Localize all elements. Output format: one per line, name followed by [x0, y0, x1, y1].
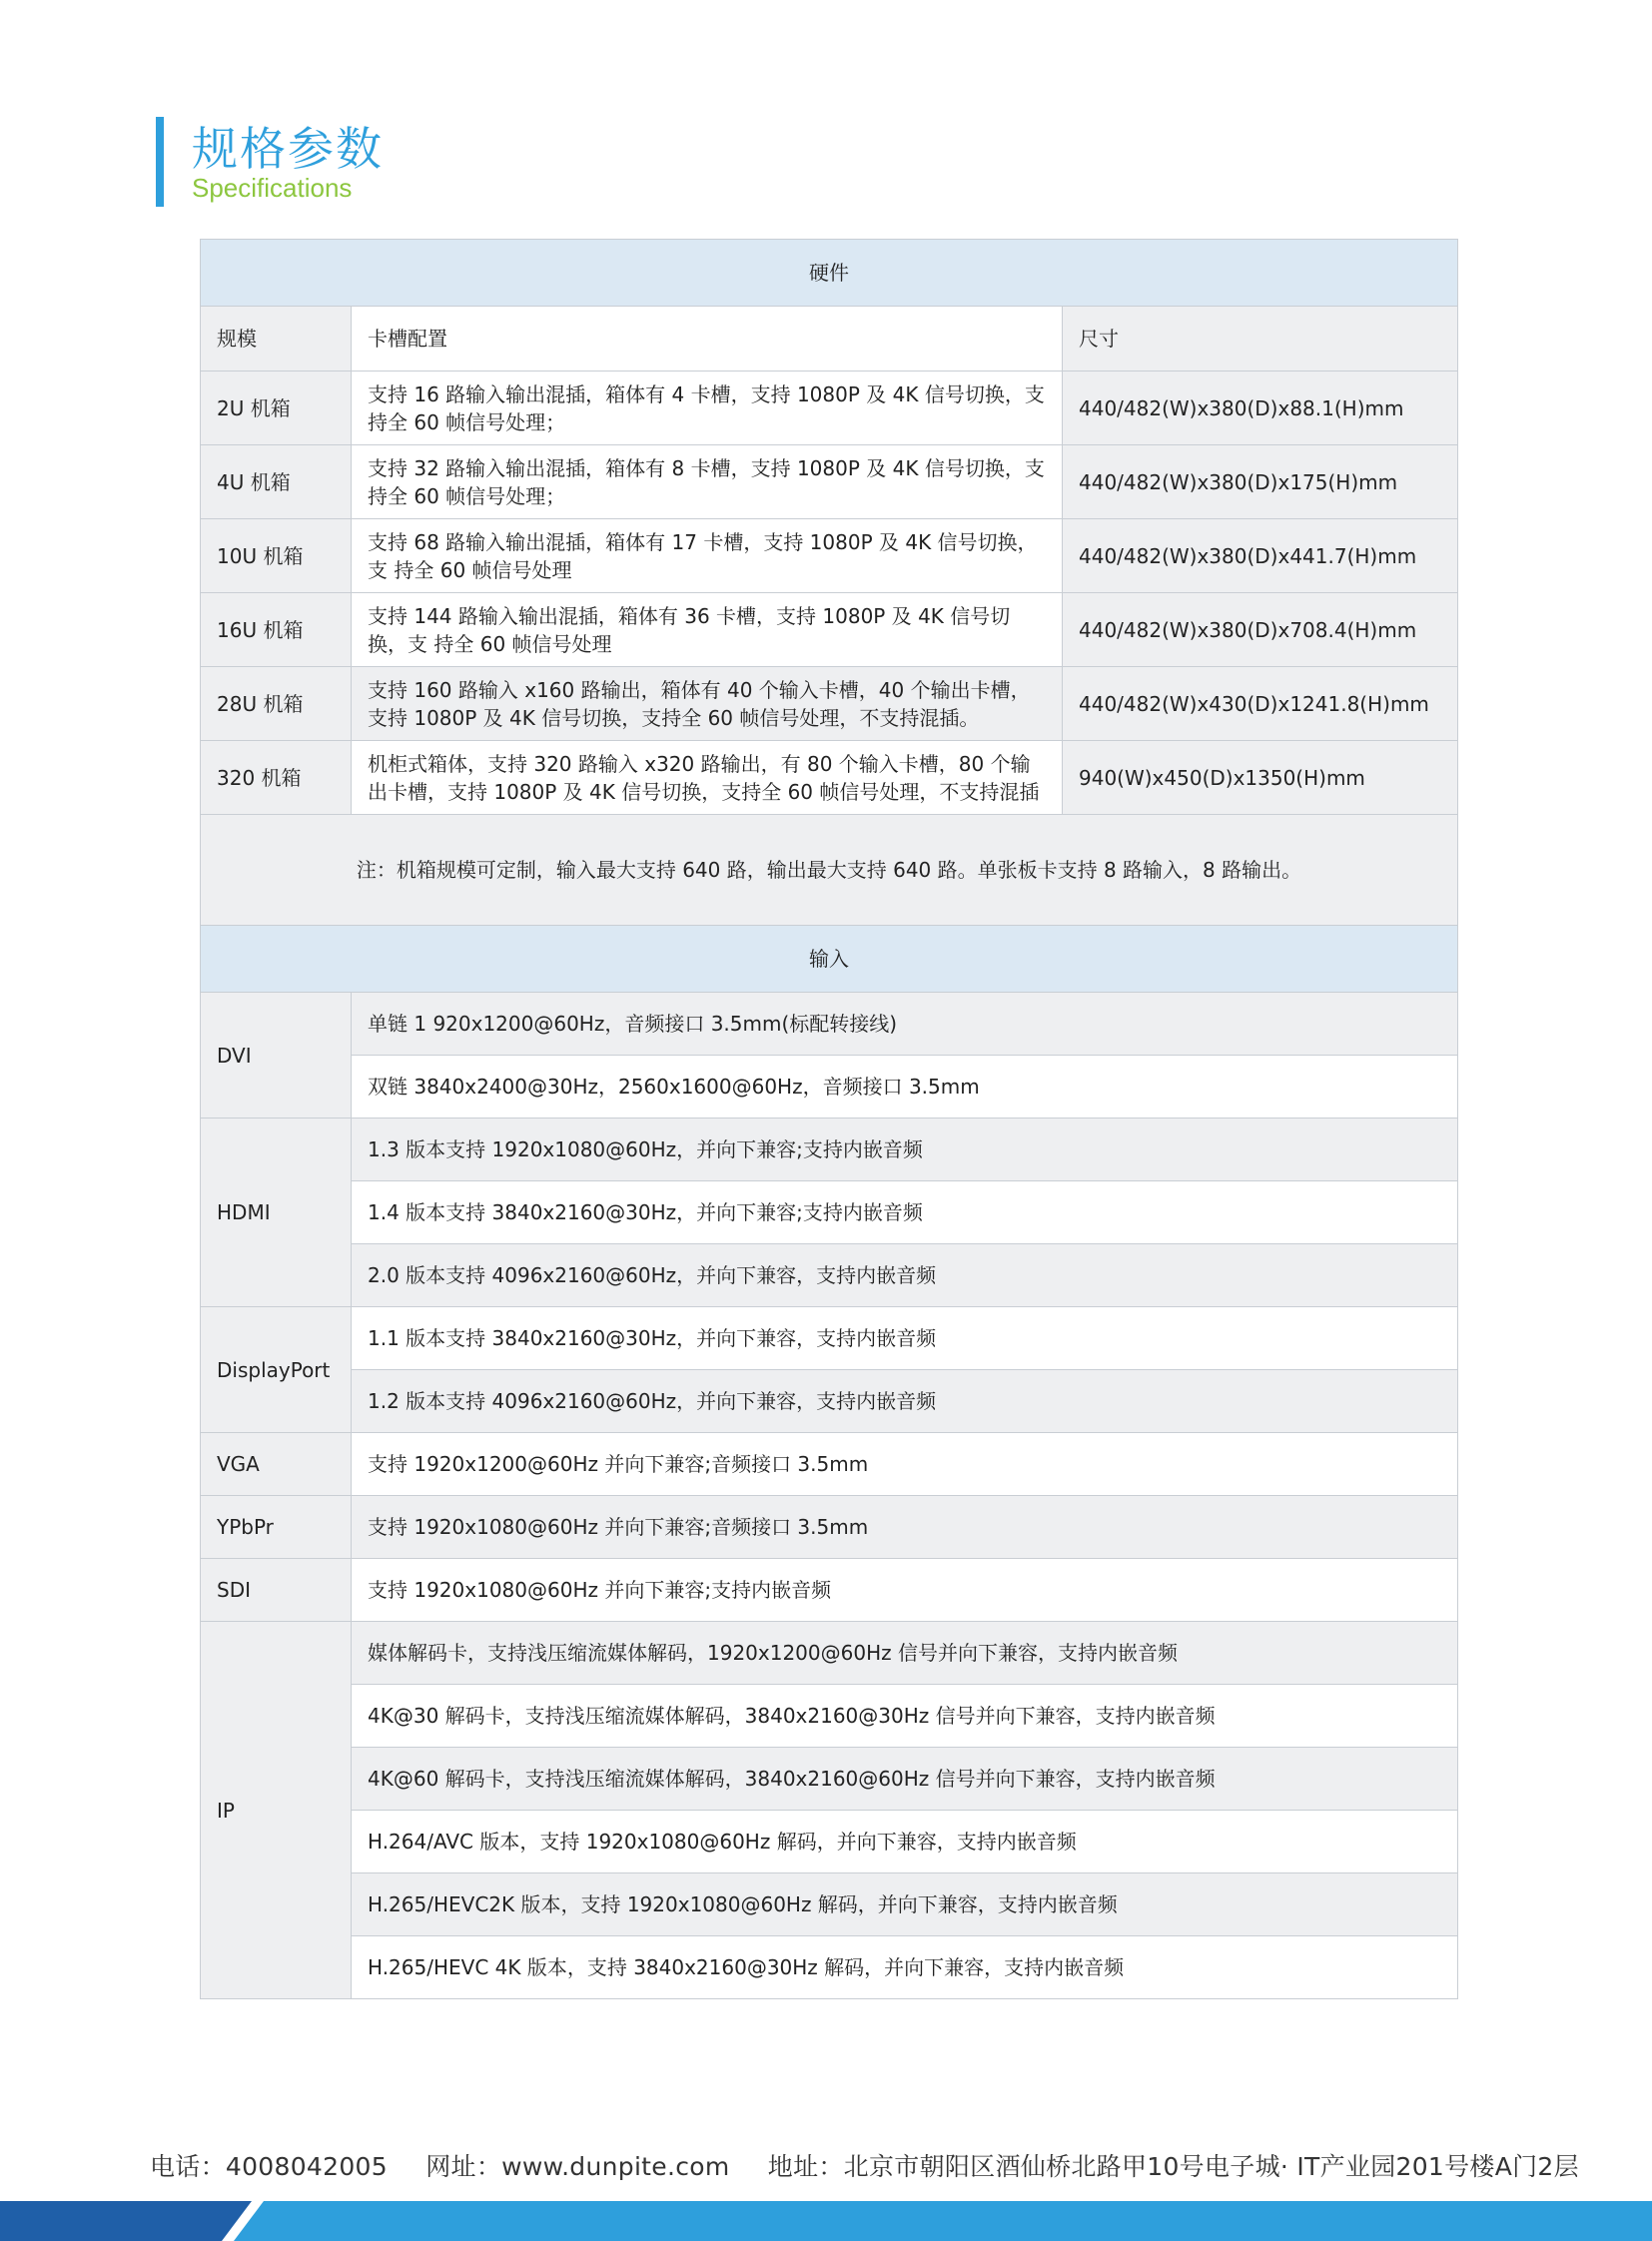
input-spec: 1.4 版本支持 3840x2160@30Hz，并向下兼容;支持内嵌音频 — [352, 1181, 1458, 1244]
hardware-config: 支持 32 路输入输出混插，箱体有 8 卡槽，支持 1080P 及 4K 信号切换，支持全 60 帧信号处理； — [352, 445, 1063, 519]
input-row — [201, 1370, 1458, 1433]
input-row — [201, 993, 1458, 1056]
footer-phone: 电话：4008042005 — [150, 2152, 388, 2181]
hardware-config: 支持 68 路输入输出混插，箱体有 17 卡槽，支持 1080P 及 4K 信号切换，支 持全 60 帧信号处理 — [352, 519, 1063, 593]
input-row — [201, 1244, 1458, 1307]
hardware-scale: 28U 机箱 — [201, 667, 352, 741]
input-spec: 4K@60 解码卡，支持浅压缩流媒体解码，3840x2160@60Hz 信号并向下兼容，支持内嵌音频 — [352, 1748, 1458, 1811]
input-interface-label: DVI — [201, 993, 352, 1119]
hardware-row — [201, 741, 1458, 815]
hardware-row — [201, 519, 1458, 593]
footer-decorative-bar — [0, 2201, 1652, 2241]
hardware-scale: 2U 机箱 — [201, 372, 352, 445]
hardware-size: 440/482(W)x380(D)x708.4(H)mm — [1063, 593, 1458, 667]
input-spec: 单链 1 920x1200@60Hz，音频接口 3.5mm(标配转接线) — [352, 993, 1458, 1056]
footer-website: 网址：www.dunpite.com — [425, 2152, 730, 2181]
input-row — [201, 1622, 1458, 1685]
input-interface-label: YPbPr — [201, 1496, 352, 1559]
input-spec: H.265/HEVC2K 版本，支持 1920x1080@60Hz 解码，并向下兼容，支持内嵌音频 — [352, 1873, 1458, 1936]
spec-table — [200, 239, 1458, 1999]
input-interface-label: HDMI — [201, 1119, 352, 1307]
input-section-title: 输入 — [201, 926, 1458, 993]
hardware-row — [201, 667, 1458, 741]
hardware-note: 注：机箱规模可定制，输入最大支持 640 路，输出最大支持 640 路。单张板卡支持 8 路输入，8 路输出。 — [201, 815, 1458, 926]
footer-dark-band — [0, 2201, 252, 2241]
hardware-row — [201, 593, 1458, 667]
input-row — [201, 1559, 1458, 1622]
input-spec: 1.1 版本支持 3840x2160@30Hz，并向下兼容，支持内嵌音频 — [352, 1307, 1458, 1370]
input-interface-label: SDI — [201, 1559, 352, 1622]
page-title: 规格参数 — [192, 122, 384, 176]
input-spec: 双链 3840x2400@30Hz，2560x1600@60Hz，音频接口 3.5mm — [352, 1056, 1458, 1119]
hardware-scale: 10U 机箱 — [201, 519, 352, 593]
column-header-scale: 规模 — [201, 307, 352, 372]
hardware-scale: 4U 机箱 — [201, 445, 352, 519]
input-row — [201, 1056, 1458, 1119]
hardware-section-title: 硬件 — [201, 240, 1458, 307]
hardware-column-header — [201, 307, 1458, 372]
input-row — [201, 1496, 1458, 1559]
hardware-section-row — [201, 240, 1458, 307]
hardware-size: 440/482(W)x380(D)x175(H)mm — [1063, 445, 1458, 519]
input-row — [201, 1433, 1458, 1496]
footer-light-band — [234, 2201, 1652, 2241]
footer-address: 地址：北京市朝阳区酒仙桥北路甲10号电子城· IT产业园201号楼A门2层 — [767, 2152, 1579, 2181]
input-spec: H.264/AVC 版本，支持 1920x1080@60Hz 解码，并向下兼容，支持内嵌音频 — [352, 1811, 1458, 1873]
input-interface-label: IP — [201, 1622, 352, 1999]
header-accent-bar — [156, 117, 164, 207]
page-subtitle: Specifications — [192, 173, 353, 203]
input-interface-label: VGA — [201, 1433, 352, 1496]
hardware-size: 440/482(W)x380(D)x441.7(H)mm — [1063, 519, 1458, 593]
input-row — [201, 1307, 1458, 1370]
input-interface-label: DisplayPort — [201, 1307, 352, 1433]
input-spec: H.265/HEVC 4K 版本，支持 3840x2160@30Hz 解码，并向下兼容，支持内嵌音频 — [352, 1936, 1458, 1999]
hardware-size: 440/482(W)x380(D)x88.1(H)mm — [1063, 372, 1458, 445]
input-row — [201, 1936, 1458, 1999]
input-spec: 支持 1920x1080@60Hz 并向下兼容;支持内嵌音频 — [352, 1559, 1458, 1622]
input-spec: 1.3 版本支持 1920x1080@60Hz，并向下兼容;支持内嵌音频 — [352, 1119, 1458, 1181]
input-row — [201, 1181, 1458, 1244]
hardware-size: 940(W)x450(D)x1350(H)mm — [1063, 741, 1458, 815]
input-row — [201, 1119, 1458, 1181]
input-spec: 1.2 版本支持 4096x2160@60Hz，并向下兼容，支持内嵌音频 — [352, 1370, 1458, 1433]
input-row — [201, 1685, 1458, 1748]
input-row — [201, 1873, 1458, 1936]
hardware-scale: 320 机箱 — [201, 741, 352, 815]
hardware-note-row — [201, 815, 1458, 926]
footer-contact — [150, 2147, 1609, 2183]
input-spec: 媒体解码卡，支持浅压缩流媒体解码，1920x1200@60Hz 信号并向下兼容，支持内嵌音频 — [352, 1622, 1458, 1685]
input-spec: 4K@30 解码卡，支持浅压缩流媒体解码，3840x2160@30Hz 信号并向下兼容，支持内嵌音频 — [352, 1685, 1458, 1748]
input-spec: 2.0 版本支持 4096x2160@60Hz，并向下兼容，支持内嵌音频 — [352, 1244, 1458, 1307]
input-row — [201, 1811, 1458, 1873]
hardware-config: 支持 144 路输入输出混插，箱体有 36 卡槽，支持 1080P 及 4K 信号切换，支 持全 60 帧信号处理 — [352, 593, 1063, 667]
hardware-scale: 16U 机箱 — [201, 593, 352, 667]
column-header-config: 卡槽配置 — [352, 307, 1063, 372]
column-header-size: 尺寸 — [1063, 307, 1458, 372]
input-spec: 支持 1920x1080@60Hz 并向下兼容;音频接口 3.5mm — [352, 1496, 1458, 1559]
hardware-config: 支持 160 路输入 x160 路输出，箱体有 40 个输入卡槽，40 个输出卡槽，支持 1080P 及 4K 信号切换，支持全 60 帧信号处理，不支持混插。 — [352, 667, 1063, 741]
hardware-config: 支持 16 路输入输出混插，箱体有 4 卡槽，支持 1080P 及 4K 信号切换，支持全 60 帧信号处理； — [352, 372, 1063, 445]
hardware-size: 440/482(W)x430(D)x1241.8(H)mm — [1063, 667, 1458, 741]
hardware-row — [201, 445, 1458, 519]
hardware-config: 机柜式箱体，支持 320 路输入 x320 路输出，有 80 个输入卡槽，80 个输出卡槽，支持 1080P 及 4K 信号切换，支持全 60 帧信号处理，不支持混插 — [352, 741, 1063, 815]
input-section-row — [201, 926, 1458, 993]
input-spec: 支持 1920x1200@60Hz 并向下兼容;音频接口 3.5mm — [352, 1433, 1458, 1496]
hardware-row — [201, 372, 1458, 445]
input-row — [201, 1748, 1458, 1811]
